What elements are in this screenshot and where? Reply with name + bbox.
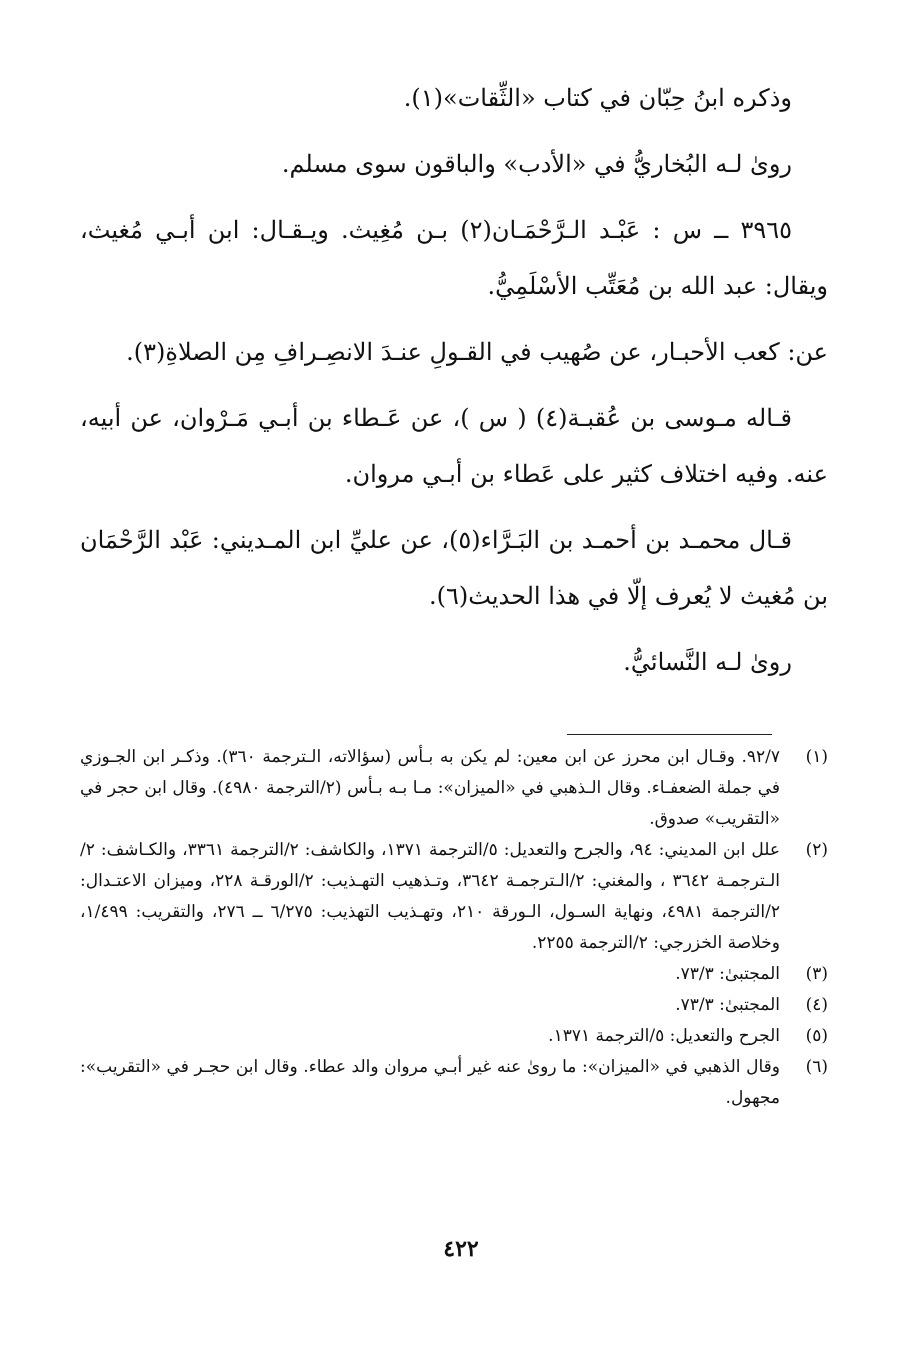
footnote-text: علل ابن المديني: ٩٤، والجرح والتعديل: ٥/الترجمة ١٣٧١، والكاشف: ٢/الترجمة ٣٣٦١، والكـاشف: ٢/الـترجمـة ٣٦٤٢ ، والمغني: ٢/الـترجمـة ٣٦٤٢، وتـذهيب التهـذيب: ٢/الورقـة ٢٢٨، وميزان الاعتـدال: ٢/الترجمة ٤٩٨١، ونهاية السـول، الـورقة ٢١٠، وتهـذيب التهذيب: ٦/٢٧٥ ــ ٢٧٦، والتقريب: ١/٤٩٩، وخلاصة الخزرجي: ٢/الترجمة ٢٢٥٥.: [80, 840, 781, 953]
footnote-text: المجتبىٰ: ٧٣/٣.: [675, 995, 780, 1015]
footnote-text: وقال الذهبي في «الميزان»: ما روىٰ عنه غير أبـي مروان والد عطاء. وقال ابن حجـر في «التقريب»: مجهول.: [80, 1057, 780, 1108]
footnotes: [80, 742, 828, 1114]
footnote-mark: (٦): [805, 1057, 828, 1077]
page-number: ٤٢٢: [443, 1236, 479, 1262]
footnote: [80, 1021, 828, 1052]
paragraph-ibn-al-madini: قـال محمـد بن أحمـد بن البَـرَّاء(٥)، عن عليِّ ابن المـديني: عَبْد الرَّحْمَان بن مُغيث لا يُعرف إلّا في هذا الحديث(٦).: [80, 526, 828, 610]
footnote-text: المجتبىٰ: ٧٣/٣.: [675, 964, 780, 984]
main-text: [80, 70, 828, 700]
footnote-mark: (٥): [805, 1026, 828, 1046]
footnote-text: ٩٢/٧. وقـال ابن محرز عن ابن معين: لم يكن به بـأس (سؤالاته، الـترجمة ٣٦٠). وذكـر ابن الجـوزي في جملة الضعفـاء. وقال الـذهبي في «الميزان»: مـا بـه بـأس (٢/الترجمة ٤٩٨٠). وقال ابن حجر في «التقريب» صدوق.: [80, 747, 781, 829]
footnote: [80, 835, 828, 959]
paragraph-nasai: روىٰ لـه النَّسائيُّ.: [623, 648, 792, 676]
footnote-mark: (١): [805, 747, 828, 767]
footnote: [80, 959, 828, 990]
paragraph-bukhari: روىٰ لـه البُخاريُّ في «الأدب» والباقون سوى مسلم.: [281, 150, 792, 178]
footnote-mark: (٤): [805, 995, 828, 1015]
footnote-text: الجرح والتعديل: ٥/الترجمة ١٣٧١.: [548, 1026, 780, 1046]
paragraph-ibn-hibban: وذكره ابنُ حِبّان في كتاب «الثِّقات»(١).: [403, 84, 792, 112]
footnote-mark: (٢): [805, 840, 828, 860]
paragraph-musa-ibn-uqba: قـاله مـوسى بن عُقبـة(٤) ( س )، عن عَـطاء بن أبـي مَـرْوان، عن أبيه، عنه. وفيه اختلاف كثير على عَطاء بن أبـي مروان.: [80, 404, 828, 488]
paragraph-narrators: عن: كعب الأحبـار، عن صُهيب في القـولِ عنـدَ الانصِـرافِ مِن الصلاةِ(٣).: [126, 338, 828, 366]
footnote: [80, 990, 828, 1021]
paragraph-entry-3965: ٣٩٦٥ ــ س : عَبْـد الـرَّحْمَـان(٢) بـن مُغِيث. ويـقـال: ابن أبـي مُغيث، ويقال: عبد الله بن مُعَتِّب الأسْلَمِيُّ.: [80, 216, 828, 300]
footnote: [80, 742, 828, 835]
footnote-separator: [567, 734, 772, 735]
footnote-mark: (٣): [805, 964, 828, 984]
footnote: [80, 1052, 828, 1114]
